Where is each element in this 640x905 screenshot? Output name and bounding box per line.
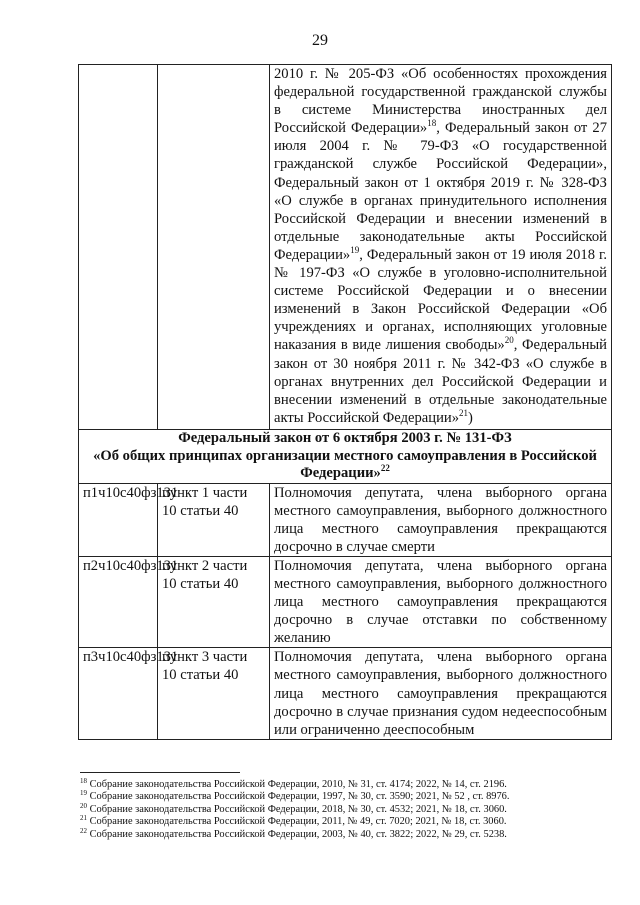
footnote-text: Собрание законодательства Российской Федерации, 2018, № 30, ст. 4532; 2021, № 18, ст. 3060.: [89, 803, 507, 815]
footnote-ref: 22: [380, 463, 390, 473]
footnote: [80, 826, 610, 841]
footnote-number: 19: [80, 789, 87, 798]
provision-cell: пункт 2 части 10 статьи 40: [158, 556, 270, 647]
text-cell: Полномочия депутата, члена выборного органа местного самоуправления, выборного должностного лица местного самоуправления прекращаются досрочно в случае отставки по собственному желанию: [270, 556, 612, 647]
footnote-number: 18: [80, 777, 87, 785]
empty-provision-cell: [158, 65, 270, 430]
code-cell: п3ч10с40фз131: [79, 648, 158, 739]
continuation-text-cell: [270, 65, 612, 430]
footnote: [80, 816, 610, 828]
law-heading-name: [83, 448, 607, 483]
table-row-continuation: [79, 65, 612, 430]
footnotes: [80, 772, 610, 841]
footnote-text: Собрание законодательства Российской Федерации, 2010, № 31, ст. 4174; 2022, № 14, ст. 2196.: [89, 779, 507, 790]
footnote: [80, 779, 610, 791]
footnote: [80, 791, 610, 803]
footnote-number: 20: [80, 801, 87, 810]
footnote-text: Собрание законодательства Российской Федерации, 2003, № 40, ст. 3822; 2022, № 29, ст. 5238.: [89, 828, 507, 840]
footnote-ref: 21: [459, 407, 468, 418]
table-row: [79, 556, 612, 647]
continuation-text-part: , Федеральный закон от 30 ноября 2011 г. № 342-ФЗ «О службе в органах внутренних дел Российской Федерации и внесении изменений в отдельные законодательные акты Российской Федерации»: [274, 337, 607, 426]
law-heading: [79, 430, 612, 484]
continuation-text-part: 2010 г. № 205-ФЗ «Об особенностях прохождения федеральной государственной гражданской службы в системе Министерства иностранных дел Российской Федерации»: [274, 66, 607, 137]
provision-cell: пункт 3 части 10 статьи 40: [158, 648, 270, 739]
code-cell: п1ч10с40фз131: [79, 483, 158, 556]
law-heading-row: [79, 430, 612, 484]
footnote-ref: 19: [350, 244, 360, 255]
empty-code-cell: [79, 65, 158, 430]
footnote-number: 21: [80, 814, 87, 823]
footnote-text: Собрание законодательства Российской Федерации, 1997, № 30, ст. 3590; 2021, № 52 , ст. 8976.: [89, 791, 510, 803]
table-row: [79, 483, 612, 556]
legal-table: [78, 64, 612, 740]
text-cell: Полномочия депутата, члена выборного органа местного самоуправления, выборного должностного лица местного самоуправления прекращаются досрочно в случае признания судом недееспособным или ограниченно дееспособным: [270, 648, 612, 739]
law-heading-title: Федеральный закон от 6 октября 2003 г. № 131-ФЗ: [178, 430, 512, 446]
law-heading-name-text: «Об общих принципах организации местного самоуправления в Российской Федерации»: [93, 447, 597, 481]
continuation-text-part: ): [468, 409, 473, 426]
footnote: [80, 801, 610, 816]
footnote-number: 22: [80, 826, 87, 835]
text-cell: Полномочия депутата, члена выборного органа местного самоуправления, выборного должностного лица местного самоуправления прекращаются досрочно в случае смерти: [270, 483, 612, 556]
table-row: [79, 648, 612, 739]
footnote-text: Собрание законодательства Российской Федерации, 2011, № 49, ст. 7020; 2021, № 18, ст. 3060.: [89, 816, 507, 828]
continuation-text-part: , Федеральный закон от 27 июля 2004 г. № 79-ФЗ «О государственной гражданской службе Российской Федерации», Федеральный закон от 1 октября 2019 г. № 328-ФЗ «О службе в органах принудительного исполнения Российской Федерации и внесении изменений в отдельные законодательные акты Российской Федерации»: [274, 120, 607, 263]
page-number: 29: [312, 32, 328, 49]
footnote-ref: 18: [427, 118, 437, 129]
continuation-text-part: , Федеральный закон от 19 июля 2018 г. № 197-ФЗ «О службе в уголовно-исполнительной системе Российской Федерации и о внесении изменений в Закон Российской Федерации «Об учреждениях и органах, исполняющих уголовные наказания в виде лишения свободы»: [274, 246, 607, 354]
provision-cell: пункт 1 части 10 статьи 40: [158, 483, 270, 556]
code-cell: п2ч10с40фз131: [79, 556, 158, 647]
footnote-ref: 20: [504, 335, 514, 346]
footnote-separator: [80, 772, 240, 773]
